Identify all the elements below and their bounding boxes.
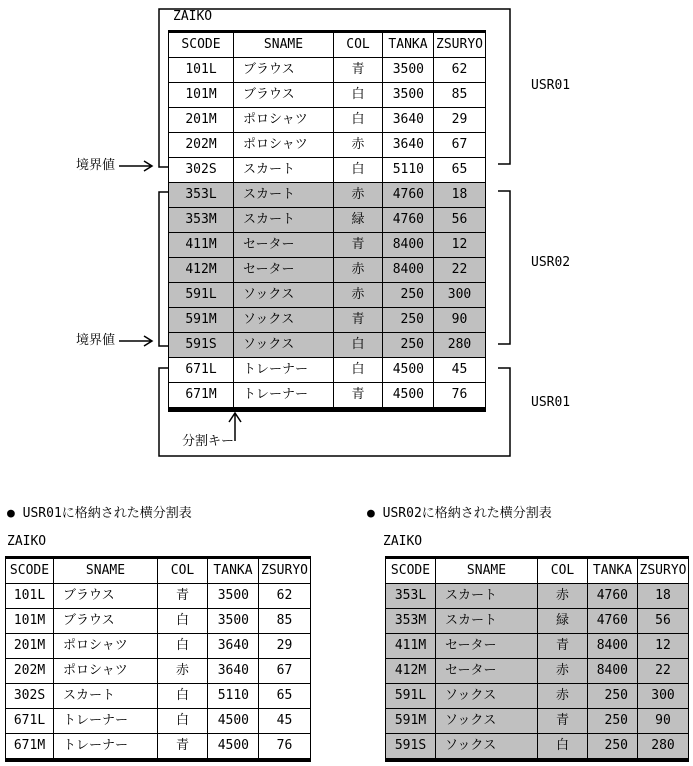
cell-sname: セーター <box>234 233 334 258</box>
cell-tanka: 5110 <box>208 684 259 709</box>
cell-sname: ソックス <box>436 684 538 709</box>
cell-scode: 202M <box>6 659 54 684</box>
table-row <box>169 333 486 358</box>
cell-sname: ソックス <box>436 709 538 734</box>
cell-tanka: 3500 <box>208 584 259 609</box>
cell-col: 白 <box>158 709 208 734</box>
cell-tanka: 4760 <box>588 609 638 634</box>
cell-scode: 353M <box>169 208 234 233</box>
table-row <box>386 634 689 659</box>
col-header-tanka: TANKA <box>383 32 434 58</box>
boundary-value-label-2: 境界値 <box>76 333 116 348</box>
cell-col: 白 <box>334 108 383 133</box>
cell-col: 青 <box>334 58 383 83</box>
cell-zsuryo: 65 <box>259 684 311 709</box>
table-row <box>169 158 486 183</box>
cell-zsuryo: 280 <box>434 333 486 358</box>
table-row <box>6 659 311 684</box>
cell-tanka: 4500 <box>383 383 434 410</box>
cell-tanka: 3640 <box>208 634 259 659</box>
header-row <box>169 32 486 58</box>
table-row <box>169 108 486 133</box>
cell-col: 赤 <box>538 659 588 684</box>
col-header-col: COL <box>334 32 383 58</box>
cell-tanka: 250 <box>383 333 434 358</box>
cell-zsuryo: 56 <box>638 609 689 634</box>
cell-tanka: 4760 <box>383 183 434 208</box>
cell-sname: セーター <box>436 634 538 659</box>
cell-col: 赤 <box>158 659 208 684</box>
cell-col: 赤 <box>334 283 383 308</box>
cell-zsuryo: 280 <box>638 734 689 761</box>
cell-scode: 411M <box>169 233 234 258</box>
table-row <box>169 258 486 283</box>
cell-tanka: 3500 <box>208 609 259 634</box>
table-header <box>169 32 486 58</box>
boundary-arrow-1-icon <box>119 161 152 171</box>
cell-scode: 302S <box>6 684 54 709</box>
usr02-section-heading-text: USR02に格納された横分割表 <box>382 506 552 521</box>
cell-tanka: 3500 <box>383 83 434 108</box>
cell-tanka: 250 <box>383 308 434 333</box>
cell-col: 青 <box>334 383 383 410</box>
cell-col: 赤 <box>334 183 383 208</box>
cell-zsuryo: 12 <box>638 634 689 659</box>
cell-scode: 353L <box>386 584 436 609</box>
col-header-scode: SCODE <box>169 32 234 58</box>
cell-zsuryo: 29 <box>259 634 311 659</box>
col-header-scode: SCODE <box>6 558 54 584</box>
usr01-table-title: ZAIKO <box>7 534 47 549</box>
cell-tanka: 8400 <box>588 634 638 659</box>
cell-col: 赤 <box>538 684 588 709</box>
usr02-table-title: ZAIKO <box>383 534 423 549</box>
cell-sname: トレーナー <box>234 383 334 410</box>
table-row <box>169 83 486 108</box>
cell-col: 青 <box>538 709 588 734</box>
cell-scode: 591M <box>386 709 436 734</box>
group-label-usr01-top: USR01 <box>531 78 571 93</box>
col-header-col: COL <box>158 558 208 584</box>
col-header-sname: SNAME <box>234 32 334 58</box>
table-row <box>169 58 486 83</box>
table-row <box>6 584 311 609</box>
usr01-section-heading-text: USR01に格納された横分割表 <box>22 506 192 521</box>
cell-scode: 671L <box>169 358 234 383</box>
col-header-zsuryo: ZSURYO <box>434 32 486 58</box>
cell-scode: 201M <box>6 634 54 659</box>
cell-scode: 353M <box>386 609 436 634</box>
cell-zsuryo: 300 <box>434 283 486 308</box>
cell-col: 白 <box>158 634 208 659</box>
cell-zsuryo: 45 <box>434 358 486 383</box>
cell-tanka: 8400 <box>383 233 434 258</box>
col-header-sname: SNAME <box>436 558 538 584</box>
cell-scode: 591L <box>386 684 436 709</box>
cell-sname: ポロシャツ <box>234 108 334 133</box>
cell-tanka: 250 <box>588 709 638 734</box>
col-header-sname: SNAME <box>54 558 158 584</box>
cell-scode: 591M <box>169 308 234 333</box>
cell-tanka: 8400 <box>588 659 638 684</box>
table-row <box>386 684 689 709</box>
top-table-title: ZAIKO <box>173 9 213 24</box>
col-header-zsuryo: ZSURYO <box>638 558 689 584</box>
cell-sname: スカート <box>436 584 538 609</box>
cell-zsuryo: 29 <box>434 108 486 133</box>
table-row <box>386 659 689 684</box>
cell-sname: ソックス <box>436 734 538 761</box>
table-row <box>169 383 486 410</box>
cell-tanka: 250 <box>588 684 638 709</box>
cell-zsuryo: 22 <box>638 659 689 684</box>
table-row <box>6 634 311 659</box>
bullet-icon: ● <box>367 506 375 521</box>
boundary-value-label-1: 境界値 <box>76 158 116 173</box>
cell-tanka: 3640 <box>208 659 259 684</box>
cell-zsuryo: 90 <box>638 709 689 734</box>
cell-sname: ポロシャツ <box>54 634 158 659</box>
cell-sname: スカート <box>234 158 334 183</box>
cell-sname: スカート <box>234 208 334 233</box>
cell-tanka: 3640 <box>383 133 434 158</box>
cell-col: 白 <box>334 158 383 183</box>
cell-sname: セーター <box>234 258 334 283</box>
cell-sname: ポロシャツ <box>234 133 334 158</box>
cell-zsuryo: 76 <box>434 383 486 410</box>
cell-col: 赤 <box>334 133 383 158</box>
cell-scode: 671M <box>6 734 54 761</box>
table-row <box>386 709 689 734</box>
col-header-col: COL <box>538 558 588 584</box>
cell-col: 緑 <box>334 208 383 233</box>
cell-col: 青 <box>158 584 208 609</box>
cell-col: 白 <box>334 333 383 358</box>
cell-tanka: 8400 <box>383 258 434 283</box>
cell-scode: 101M <box>6 609 54 634</box>
cell-zsuryo: 18 <box>434 183 486 208</box>
table-row <box>6 609 311 634</box>
table-row <box>169 308 486 333</box>
cell-zsuryo: 62 <box>434 58 486 83</box>
cell-zsuryo: 56 <box>434 208 486 233</box>
cell-scode: 591L <box>169 283 234 308</box>
cell-col: 緑 <box>538 609 588 634</box>
cell-scode: 411M <box>386 634 436 659</box>
cell-col: 白 <box>334 83 383 108</box>
cell-col: 白 <box>334 358 383 383</box>
cell-zsuryo: 18 <box>638 584 689 609</box>
cell-tanka: 250 <box>588 734 638 761</box>
header-row <box>386 558 689 584</box>
cell-zsuryo: 90 <box>434 308 486 333</box>
cell-col: 赤 <box>334 258 383 283</box>
cell-tanka: 4500 <box>383 358 434 383</box>
cell-col: 白 <box>158 684 208 709</box>
cell-sname: ブラウス <box>54 584 158 609</box>
cell-col: 青 <box>538 634 588 659</box>
cell-scode: 591S <box>169 333 234 358</box>
cell-sname: ポロシャツ <box>54 659 158 684</box>
cell-col: 青 <box>334 233 383 258</box>
col-header-zsuryo: ZSURYO <box>259 558 311 584</box>
cell-sname: ブラウス <box>54 609 158 634</box>
cell-scode: 302S <box>169 158 234 183</box>
cell-tanka: 4500 <box>208 734 259 761</box>
table-header <box>386 558 689 584</box>
cell-sname: セーター <box>436 659 538 684</box>
cell-col: 白 <box>158 609 208 634</box>
cell-zsuryo: 67 <box>434 133 486 158</box>
cell-col: 赤 <box>538 584 588 609</box>
usr02-section-heading <box>367 507 552 521</box>
cell-tanka: 3640 <box>383 108 434 133</box>
table-row <box>6 684 311 709</box>
cell-zsuryo: 76 <box>259 734 311 761</box>
usr02-right-bracket <box>498 191 510 344</box>
usr01-section-heading <box>7 507 192 521</box>
cell-scode: 412M <box>386 659 436 684</box>
cell-zsuryo: 85 <box>259 609 311 634</box>
table-row <box>6 734 311 761</box>
table-row <box>6 709 311 734</box>
usr02-partition-table <box>385 556 689 762</box>
cell-zsuryo: 45 <box>259 709 311 734</box>
cell-sname: ソックス <box>234 333 334 358</box>
partition-key-label: 分割キー <box>182 434 235 449</box>
cell-sname: トレーナー <box>54 734 158 761</box>
cell-sname: ソックス <box>234 308 334 333</box>
table-header <box>6 558 311 584</box>
table-row <box>169 233 486 258</box>
col-header-tanka: TANKA <box>208 558 259 584</box>
boundary-arrow-2-icon <box>119 336 152 346</box>
table-row <box>386 734 689 761</box>
table-row <box>386 584 689 609</box>
cell-sname: トレーナー <box>54 709 158 734</box>
cell-scode: 202M <box>169 133 234 158</box>
table-row <box>169 133 486 158</box>
table-row <box>169 183 486 208</box>
cell-zsuryo: 65 <box>434 158 486 183</box>
cell-zsuryo: 67 <box>259 659 311 684</box>
cell-scode: 353L <box>169 183 234 208</box>
cell-zsuryo: 22 <box>434 258 486 283</box>
cell-sname: スカート <box>54 684 158 709</box>
col-header-tanka: TANKA <box>588 558 638 584</box>
cell-tanka: 4760 <box>588 584 638 609</box>
cell-zsuryo: 85 <box>434 83 486 108</box>
cell-scode: 412M <box>169 258 234 283</box>
cell-sname: スカート <box>234 183 334 208</box>
cell-tanka: 3500 <box>383 58 434 83</box>
cell-scode: 201M <box>169 108 234 133</box>
header-row <box>6 558 311 584</box>
cell-tanka: 5110 <box>383 158 434 183</box>
cell-col: 白 <box>538 734 588 761</box>
usr01-partition-table <box>5 556 311 762</box>
table-row <box>169 208 486 233</box>
cell-sname: ブラウス <box>234 58 334 83</box>
cell-tanka: 250 <box>383 283 434 308</box>
cell-scode: 101L <box>6 584 54 609</box>
cell-col: 青 <box>334 308 383 333</box>
cell-zsuryo: 62 <box>259 584 311 609</box>
zaiko-master-table <box>168 30 486 412</box>
cell-scode: 101M <box>169 83 234 108</box>
cell-scode: 671L <box>6 709 54 734</box>
cell-sname: ソックス <box>234 283 334 308</box>
cell-sname: スカート <box>436 609 538 634</box>
cell-sname: トレーナー <box>234 358 334 383</box>
cell-zsuryo: 12 <box>434 233 486 258</box>
group-label-usr01-bottom: USR01 <box>531 395 571 410</box>
table-row <box>386 609 689 634</box>
bullet-icon: ● <box>7 506 15 521</box>
table-row <box>169 358 486 383</box>
cell-scode: 101L <box>169 58 234 83</box>
cell-scode: 671M <box>169 383 234 410</box>
cell-zsuryo: 300 <box>638 684 689 709</box>
cell-sname: ブラウス <box>234 83 334 108</box>
cell-tanka: 4760 <box>383 208 434 233</box>
cell-scode: 591S <box>386 734 436 761</box>
cell-col: 青 <box>158 734 208 761</box>
table-row <box>169 283 486 308</box>
cell-tanka: 4500 <box>208 709 259 734</box>
group-label-usr02: USR02 <box>531 255 571 270</box>
col-header-scode: SCODE <box>386 558 436 584</box>
